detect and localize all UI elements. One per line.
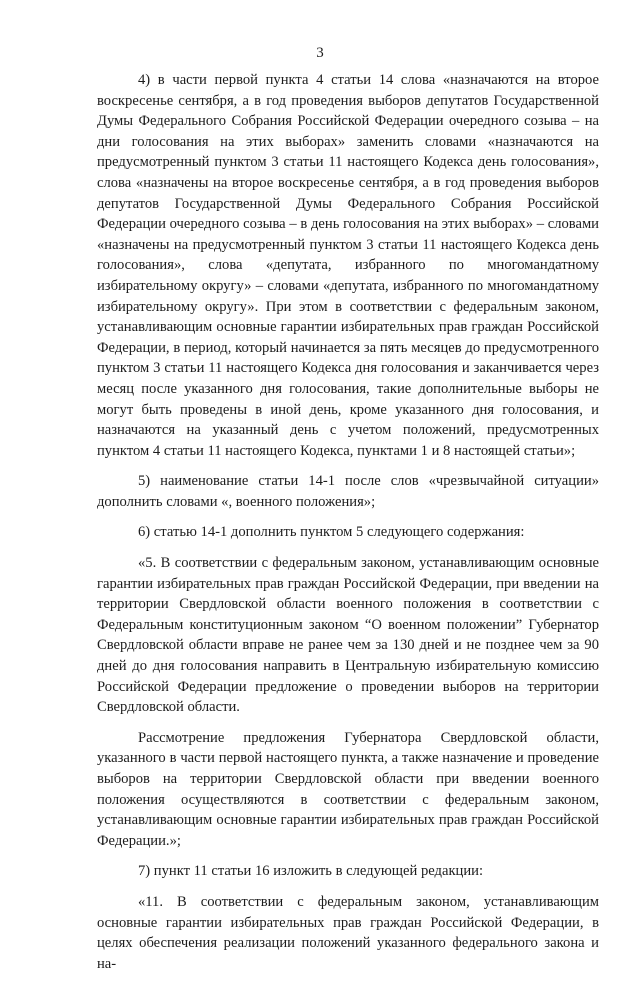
paragraph-new-point-5: «5. В соответствии с федеральным законом, устанавливающим основные гарантии избирательных прав граждан Российской Федерации, при введении на территории Свердловской области военного положения в соответствии с Федеральным конституционным законом “О военном положении” Губернатор Свердловской области вправе не ранее чем за 130 дней и не позднее чем за 90 дней до дня голосования направить в Центральную избирательную комиссию Российской Федерации предложение о проведении выборов на территории Свердловской области. <box>97 555 599 716</box>
page-number: 3 <box>316 45 324 61</box>
paragraph-point-5-part-2: Рассмотрение предложения Губернатора Свердловской области, указанного в части первой настоящего пункта, а также назначение и проведение выборов на территории Свердловской области при введении военного положения осуществляются в соответствии с федеральным законом, устанавливающим основные гарантии избирательных прав граждан Российской Федерации.»; <box>97 729 599 849</box>
paragraph-item-5: 5) наименование статьи 14-1 после слов «чрезвычайной ситуации» дополнить словами «, военного положения»; <box>97 473 599 510</box>
paragraph-item-6: 6) статью 14-1 дополнить пунктом 5 следующего содержания: <box>138 524 525 541</box>
document-body <box>97 70 599 984</box>
paragraph-item-4: 4) в части первой пункта 4 статьи 14 слова «назначаются на второе воскресенье сентября, а в год проведения выборов депутатов Государственной Думы Федерального Собрания Российской Федерации очередного созыва – на дни голосования на этих выборах» заменить словами «назначаются на предусмотренный пунктом 3 статьи 11 настоящего Кодекса день голосования», слова «назначены на второе воскресенье сентября, а в год проведения выборов депутатов Государственной Думы Федерального Собрания Российской Федерации очередного созыва – в день голосования на этих выборах» – словами «назначены на предусмотренный пунктом 3 статьи 11 настоящего Кодекса день голосования», слова «депутата, избранного по многомандатному избирательному округу» – словами «депутата, избранного по многомандатному избирательному округу». При этом в соответствии с федеральным законом, устанавливающим основные гарантии избирательных прав граждан Российской Федерации, в период, который начинается за пять месяцев до предусмотренного пунктом 3 статьи 11 настоящего Кодекса дня голосования и заканчивается через месяц после указанного дня голосования, такие дополнительные выборы не могут быть проведены в иной день, кроме указанного дня голосования, и назначаются на указанный день с учетом положений, предусмотренных пунктом 4 статьи 11 настоящего Кодекса, пунктами 1 и 8 настоящей статьи»; <box>97 72 599 459</box>
paragraph-new-point-11: «11. В соответствии с федеральным законом, устанавливающим основные гарантии избирательных прав граждан Российской Федерации, в целях обеспечения реализации положений указанного федерального закона и на- <box>97 893 599 972</box>
paragraph-item-7: 7) пункт 11 статьи 16 изложить в следующей редакции: <box>138 863 484 880</box>
